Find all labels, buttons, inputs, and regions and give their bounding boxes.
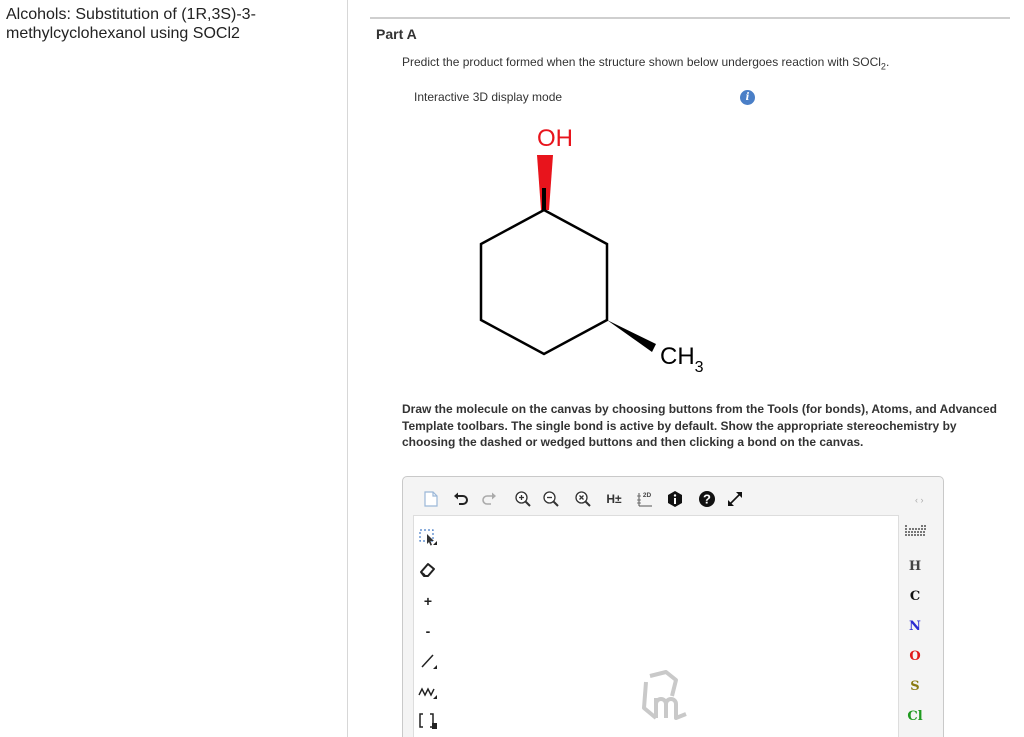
display-mode-label: Interactive 3D display mode: [414, 90, 563, 104]
atom-c-button[interactable]: C: [909, 589, 921, 604]
methyl-wedge-bond: [607, 320, 656, 352]
charge-plus-icon[interactable]: +: [423, 593, 433, 609]
atom-n-button[interactable]: N: [909, 619, 921, 634]
clean-2d-icon[interactable]: [635, 489, 655, 509]
atom-cl-button[interactable]: Cl: [907, 709, 923, 724]
question-subscript: 2: [880, 61, 886, 72]
tools-toolbar: [415, 521, 441, 737]
zoom-in-icon[interactable]: [513, 489, 533, 509]
drawing-instructions: Draw the molecule on the canvas by choosing buttons from the Tools (for bonds), Atoms, and Advanced Template toolbars. The single bond is active by default. Show the appropriate stereochemistry by choosing the dashed or wedged buttons and then clicking a bond on the canvas.: [402, 402, 997, 449]
assignment-title: Alcohols: Substitution of (1R,3S)-3-methylcyclohexanol using SOCl2: [6, 6, 256, 42]
help-label: ?: [703, 491, 711, 507]
zoom-out-icon[interactable]: [541, 489, 561, 509]
bracket-tool-icon[interactable]: [415, 709, 441, 733]
clean-2d-label: 2D: [642, 492, 652, 499]
sidebar: [0, 0, 348, 737]
atom-o-button[interactable]: O: [909, 649, 921, 664]
single-bond-icon[interactable]: [415, 649, 441, 673]
hydroxyl-label: OH: [537, 125, 573, 152]
molecule-structure: [460, 118, 740, 378]
redo-icon[interactable]: [479, 489, 499, 509]
chain-tool-icon[interactable]: [415, 679, 441, 703]
zoom-reset-icon[interactable]: [573, 489, 593, 509]
atom-h-button[interactable]: H: [908, 559, 922, 574]
drawing-canvas[interactable]: [413, 515, 899, 737]
toolbar-scroll-arrows[interactable]: ‹ ›: [915, 495, 924, 505]
editor-logo-icon: [636, 668, 696, 728]
select-tool-icon[interactable]: [415, 525, 441, 549]
editor-toolbar: [417, 485, 937, 511]
section-divider: [370, 17, 1010, 19]
undo-icon[interactable]: [451, 489, 471, 509]
molecule-editor: [402, 476, 944, 737]
new-document-icon[interactable]: [421, 489, 441, 509]
methyl-label: [660, 343, 704, 376]
cyclohexane-ring: [481, 210, 607, 354]
methyl-subscript: 3: [694, 359, 704, 376]
info-icon[interactable]: [665, 489, 685, 509]
methyl-main: CH: [660, 343, 695, 370]
info-icon[interactable]: i: [740, 90, 755, 105]
charge-minus-icon[interactable]: -: [425, 623, 431, 639]
hydrogen-toggle[interactable]: H±: [606, 492, 622, 506]
periodic-table-icon[interactable]: [897, 523, 933, 547]
question-text: [402, 55, 889, 71]
part-title: Part A: [376, 26, 417, 42]
atom-s-button[interactable]: S: [910, 679, 920, 694]
eraser-icon[interactable]: [415, 557, 441, 581]
question-end: .: [885, 55, 890, 69]
fullscreen-icon[interactable]: [725, 489, 745, 509]
atoms-toolbar: [897, 521, 933, 737]
question-main: Predict the product formed when the structure shown below undergoes reaction with SOCl: [402, 55, 881, 69]
help-icon[interactable]: [697, 489, 717, 509]
